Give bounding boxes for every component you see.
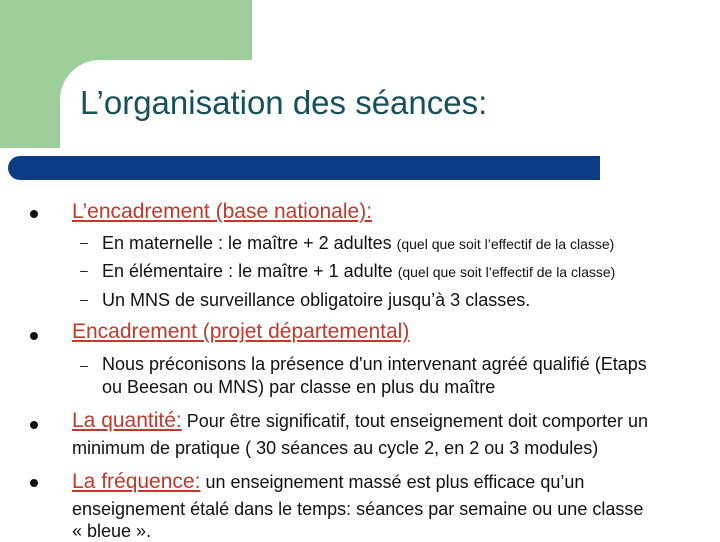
item-quantite-text2: minimum de pratique ( 30 séances au cycle 2, en 2 ou 3 modules) <box>72 438 599 458</box>
dash-marker: – <box>80 357 88 373</box>
dash-marker: – <box>80 291 88 307</box>
sub-item-main: En maternelle : le maître + 2 adultes <box>102 233 392 253</box>
item-frequence-text: un enseignement massé est plus efficace qu’un <box>205 472 585 492</box>
dash-marker: – <box>80 234 88 250</box>
dash-marker: – <box>80 262 88 278</box>
slide-title: L’organisation des séances: <box>80 84 488 121</box>
section-heading-encadrement: L’encadrement (base nationale): <box>72 200 373 223</box>
item-frequence-text2: enseignement étalé dans le temps: séances par semaine ou une classe <box>72 499 644 519</box>
item-frequence-text3: « bleue ». <box>72 521 152 541</box>
bullet-dot <box>30 210 38 218</box>
bullet-dot <box>30 332 38 340</box>
sub-item-preconisation-line2: ou Beesan ou MNS) par classe en plus du maître <box>102 377 496 397</box>
item-frequence <box>72 470 584 494</box>
item-quantite-text: Pour être significatif, tout enseignement doit comporter un <box>186 411 649 431</box>
sub-item-elementaire <box>102 260 615 283</box>
sub-item-note: (quel que soit l’effectif de la classe) <box>396 236 615 252</box>
section-heading-projet: Encadrement (projet départemental) <box>72 320 410 343</box>
sub-item-main: En élémentaire : le maître + 1 adulte <box>102 261 393 281</box>
bullet-dot <box>30 479 38 487</box>
section-heading-frequence: La fréquence: <box>72 470 201 493</box>
section-heading-quantite: La quantité: <box>72 409 182 432</box>
sub-item-note: (quel que soit l’effectif de la classe) <box>397 264 616 280</box>
sub-item-preconisation-line1: Nous préconisons la présence d'un intervenant agréé qualifié (Etaps <box>102 354 647 374</box>
bullet-dot <box>30 421 38 429</box>
sub-item-maternelle <box>102 232 614 255</box>
item-quantite <box>72 409 648 433</box>
sub-item-mns: Un MNS de surveillance obligatoire jusqu’à 3 classes. <box>102 290 531 310</box>
